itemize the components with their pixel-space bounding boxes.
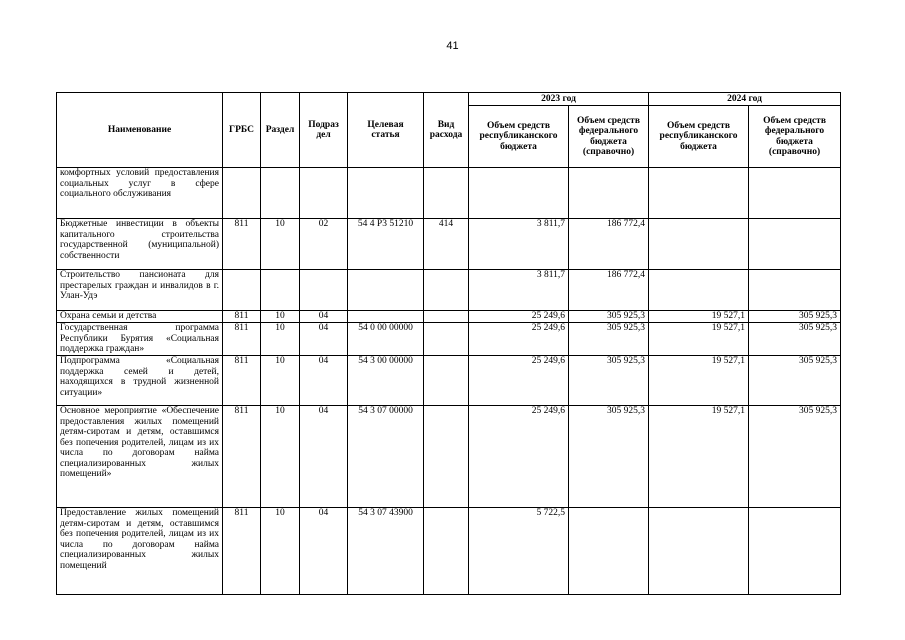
table-row <box>57 323 841 356</box>
row-fed-2024 <box>749 508 841 595</box>
row-rep-2024 <box>649 508 749 595</box>
row-fed-2023: 305 925,3 <box>569 356 649 406</box>
row-fed-2023: 186 772,4 <box>569 270 649 311</box>
table-row <box>57 270 841 311</box>
row-fed-2023: 305 925,3 <box>569 323 649 356</box>
row-fed-2023 <box>569 508 649 595</box>
header-fed-2024: Объем средств федерального бюджета (справочно) <box>749 106 841 168</box>
header-subsection: Подраз дел <box>300 93 348 168</box>
row-name: Основное мероприятие «Обеспечение предоставления жилых помещений детям-сиротам и детям, оставшимся без попечения родителей, лицам из их числа по договорам найма специализированных жилых помещений» <box>57 406 223 508</box>
row-subsection: 04 <box>300 406 348 508</box>
row-name: Предоставление жилых помещений детям-сиротам и детям, оставшимся без попечения родителей, лицам из их числа по договорам найма специализированных жилых помещений <box>57 508 223 595</box>
row-name: Охрана семьи и детства <box>57 311 223 323</box>
row-subsection <box>300 270 348 311</box>
row-section: 10 <box>261 406 300 508</box>
table-row <box>57 311 841 323</box>
row-target: 54 0 00 00000 <box>348 323 424 356</box>
row-grbs: 811 <box>223 323 261 356</box>
row-expense <box>424 508 469 595</box>
row-subsection: 02 <box>300 219 348 270</box>
row-fed-2024 <box>749 270 841 311</box>
row-grbs: 811 <box>223 508 261 595</box>
row-expense <box>424 323 469 356</box>
row-rep-2024: 19 527,1 <box>649 356 749 406</box>
row-target <box>348 311 424 323</box>
row-grbs: 811 <box>223 356 261 406</box>
row-subsection: 04 <box>300 508 348 595</box>
row-rep-2024: 19 527,1 <box>649 311 749 323</box>
row-expense <box>424 356 469 406</box>
row-section: 10 <box>261 323 300 356</box>
row-target: 54 3 07 00000 <box>348 406 424 508</box>
row-rep-2024: 19 527,1 <box>649 406 749 508</box>
row-fed-2024: 305 925,3 <box>749 311 841 323</box>
row-name: Государственная программа Республики Бурятия «Социальная поддержка граждан» <box>57 323 223 356</box>
row-rep-2024 <box>649 219 749 270</box>
header-expense: Вид расхода <box>424 93 469 168</box>
row-name: Строительство пансионата для престарелых граждан и инвалидов в г. Улан-Удэ <box>57 270 223 311</box>
row-section: 10 <box>261 356 300 406</box>
row-target: 54 3 07 43900 <box>348 508 424 595</box>
table-row <box>57 508 841 595</box>
row-fed-2023: 305 925,3 <box>569 311 649 323</box>
row-grbs: 811 <box>223 219 261 270</box>
table-row <box>57 219 841 270</box>
row-fed-2023: 305 925,3 <box>569 406 649 508</box>
row-section: 10 <box>261 508 300 595</box>
header-year-2024: 2024 год <box>649 93 841 106</box>
row-fed-2024: 305 925,3 <box>749 323 841 356</box>
row-rep-2023: 25 249,6 <box>469 406 569 508</box>
row-section: 10 <box>261 311 300 323</box>
row-target <box>348 270 424 311</box>
row-fed-2023: 186 772,4 <box>569 219 649 270</box>
header-section: Раздел <box>261 93 300 168</box>
header-year-2023: 2023 год <box>469 93 649 106</box>
row-expense <box>424 270 469 311</box>
row-subsection: 04 <box>300 356 348 406</box>
row-fed-2024: 305 925,3 <box>749 406 841 508</box>
row-grbs: 811 <box>223 406 261 508</box>
header-target: Целевая статья <box>348 93 424 168</box>
table-row <box>57 168 841 219</box>
row-rep-2023: 25 249,6 <box>469 356 569 406</box>
header-grbs: ГРБС <box>223 93 261 168</box>
row-name: Подпрограмма «Социальная поддержка семей и детей, находящихся в трудной жизненной ситуации» <box>57 356 223 406</box>
row-rep-2023: 25 249,6 <box>469 323 569 356</box>
row-grbs: 811 <box>223 311 261 323</box>
row-subsection: 04 <box>300 311 348 323</box>
row-expense <box>424 311 469 323</box>
page-number: 41 <box>446 40 459 52</box>
row-target: 54 4 P3 51210 <box>348 219 424 270</box>
row-grbs <box>223 270 261 311</box>
header-fed-2023: Объем средств федерального бюджета (справочно) <box>569 106 649 168</box>
row-target: 54 3 00 00000 <box>348 356 424 406</box>
header-rep-2024: Объем средств республиканского бюджета <box>649 106 749 168</box>
row-rep-2024 <box>649 270 749 311</box>
row-name: комфортных условий предоставления социальных услуг в сфере социального обслуживания <box>57 168 223 219</box>
row-subsection: 04 <box>300 323 348 356</box>
row-fed-2024 <box>749 219 841 270</box>
row-expense <box>424 406 469 508</box>
row-rep-2023: 3 811,7 <box>469 219 569 270</box>
row-rep-2023: 25 249,6 <box>469 311 569 323</box>
header-rep-2023: Объем средств республиканского бюджета <box>469 106 569 168</box>
row-fed-2024: 305 925,3 <box>749 356 841 406</box>
row-rep-2023: 3 811,7 <box>469 270 569 311</box>
row-expense: 414 <box>424 219 469 270</box>
row-section: 10 <box>261 219 300 270</box>
table-row <box>57 406 841 508</box>
budget-table <box>56 92 841 595</box>
table-row <box>57 356 841 406</box>
row-rep-2024: 19 527,1 <box>649 323 749 356</box>
row-section <box>261 270 300 311</box>
row-rep-2023: 5 722,5 <box>469 508 569 595</box>
row-name: Бюджетные инвестиции в объекты капитального строительства государственной (муниципальной) собственности <box>57 219 223 270</box>
header-name: Наименование <box>57 93 223 168</box>
